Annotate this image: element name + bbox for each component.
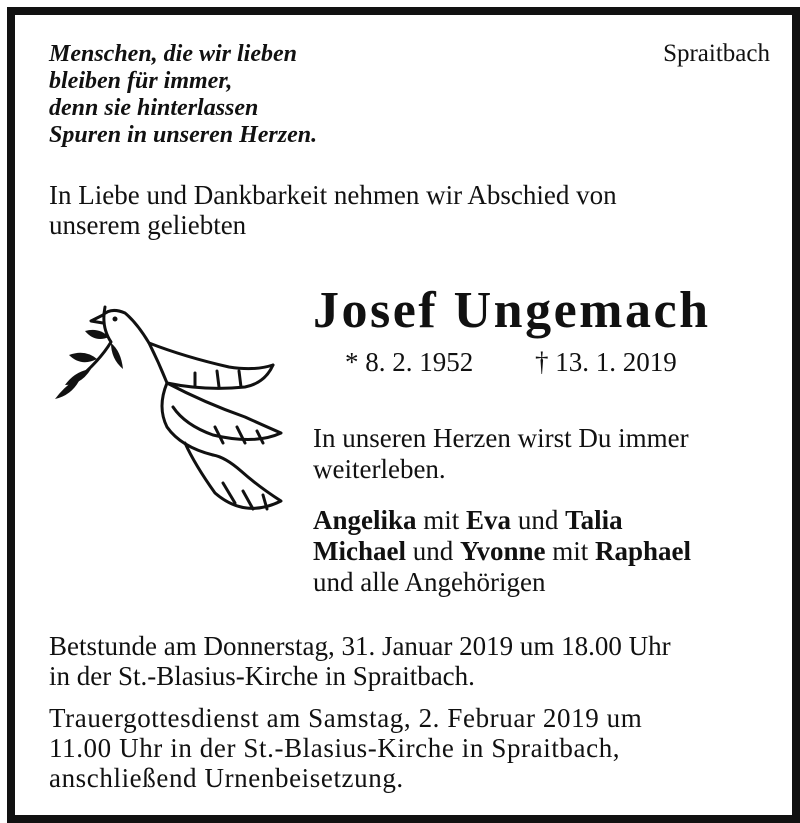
notice-line: 11.00 Uhr in der St.-Blasius-Kirche in Spraitbach,	[49, 733, 621, 763]
quote	[313, 423, 689, 485]
intro-line: In Liebe und Dankbarkeit nehmen wir Abschied von	[49, 180, 617, 210]
poem-line: denn sie hinterlassen	[49, 95, 259, 121]
birth-date: * 8. 2. 1952	[345, 347, 474, 377]
funeral-service-notice	[49, 703, 642, 793]
poem-line: Menschen, die wir lieben	[49, 41, 298, 67]
poem-line: Spuren in unseren Herzen.	[49, 122, 318, 148]
prayer-service-notice	[49, 631, 671, 691]
quote-line: weiterleben.	[313, 454, 446, 484]
family-name: Yvonne	[459, 536, 546, 566]
family-name: Angelika	[313, 505, 417, 535]
intro-line: unserem geliebten	[49, 210, 247, 240]
family-connector: und	[511, 505, 566, 535]
family-line	[313, 536, 691, 567]
notice-line: Betstunde am Donnerstag, 31. Januar 2019 um 18.00 Uhr	[49, 631, 671, 661]
death-date: † 13. 1. 2019	[535, 347, 677, 377]
family-name: Raphael	[595, 536, 692, 566]
dove-with-olive-branch-icon	[45, 287, 291, 519]
notice-line: Trauergottesdienst am Samstag, 2. Februar 2019 um	[49, 703, 643, 733]
poem-line: bleiben für immer,	[49, 68, 233, 94]
family-line: und alle Angehörigen	[313, 567, 546, 597]
family-line	[313, 505, 691, 536]
place-name: Spraitbach	[663, 40, 770, 67]
poem	[49, 41, 317, 149]
family-name: Michael	[313, 536, 406, 566]
quote-line: In unseren Herzen wirst Du immer	[313, 423, 689, 453]
notice-line: anschließend Urnenbeisetzung.	[49, 763, 404, 793]
family-name: Eva	[466, 505, 512, 535]
family-name: Talia	[565, 505, 623, 535]
family-signature	[313, 505, 691, 598]
obituary-notice	[7, 7, 800, 823]
family-connector: mit	[545, 536, 596, 566]
notice-line: in der St.-Blasius-Kirche in Spraitbach.	[49, 661, 475, 691]
deceased-name: Josef Ungemach	[313, 282, 711, 339]
family-connector: und	[405, 536, 460, 566]
family-connector: mit	[416, 505, 467, 535]
intro-text	[49, 180, 617, 240]
